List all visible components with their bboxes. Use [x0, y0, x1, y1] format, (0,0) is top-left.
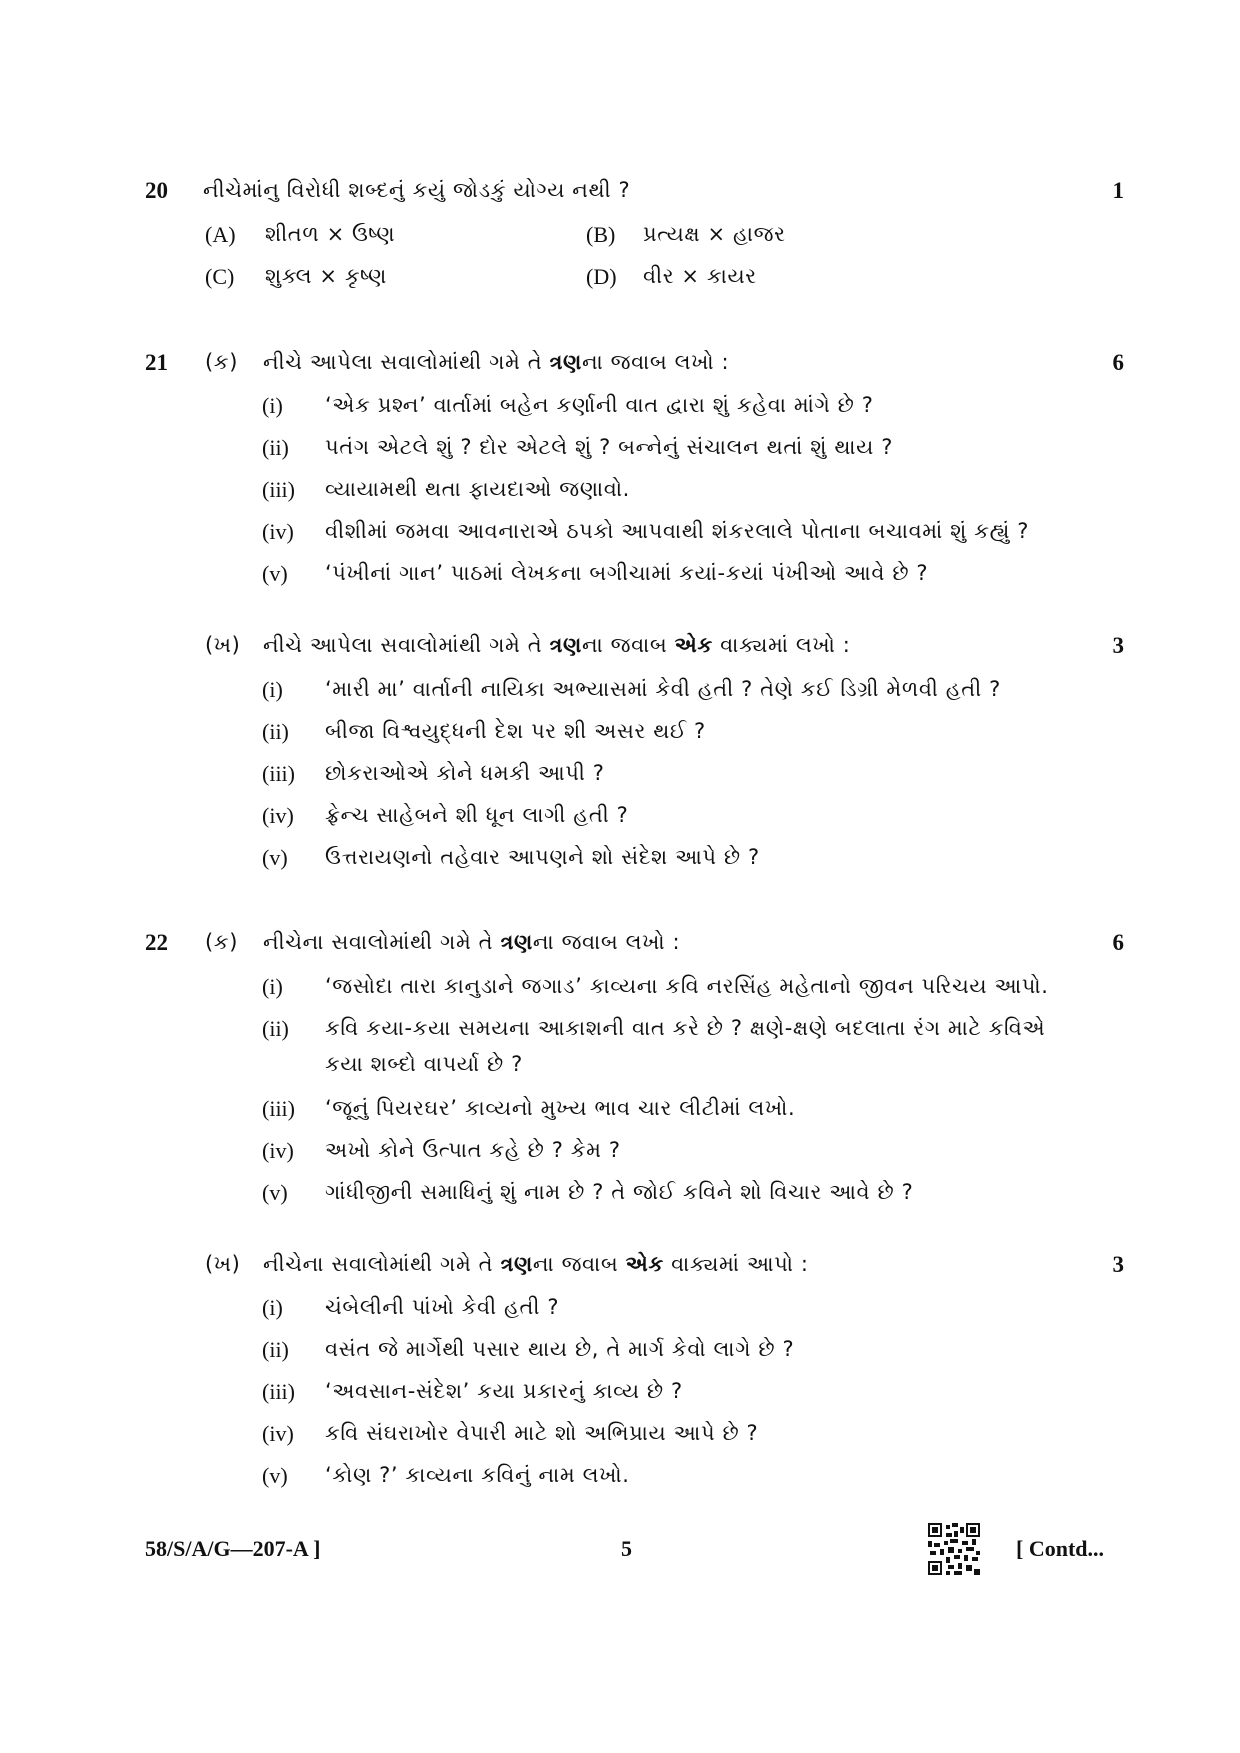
item-label: (v)	[262, 1463, 288, 1488]
subpart-label: (ખ)	[205, 1252, 241, 1276]
item-text: છોકરાઓએ કોને ધમકી આપી ?	[325, 761, 605, 785]
item-label: (ii)	[262, 1337, 289, 1362]
option-label: (D)	[586, 264, 617, 289]
subpart-label: (ક)	[205, 350, 239, 374]
item-label: (v)	[262, 561, 288, 586]
subpart-label: (ખ)	[205, 633, 241, 657]
subpart-marks: 3	[1112, 633, 1124, 658]
item-label: (ii)	[262, 719, 289, 744]
item-text: ‘મારી મા’ વાર્તાની નાયિકા અભ્યાસમાં કેવી હતી ? તેણે કઈ ડિગ્રી મેળવી હતી ?	[325, 677, 1001, 701]
item-text: ‘જૂનું પિયરઘર’ કાવ્યનો મુખ્ય ભાવ ચાર લીટીમાં લખો.	[325, 1096, 796, 1120]
subpart-instruction: નીચેના સવાલોમાંથી ગમે તે ત્રણના જવાબ લખો :	[263, 930, 681, 954]
option-text: શીતળ × ઉષ્ણ	[265, 222, 396, 246]
item-text: ‘અવસાન-સંદેશ’ કયા પ્રકારનું કાવ્ય છે ?	[325, 1379, 683, 1403]
option-label: (A)	[205, 222, 236, 247]
subpart-instruction: નીચે આપેલા સવાલોમાંથી ગમે તે ત્રણના જવાબ એક વાક્યમાં લખો :	[263, 633, 851, 657]
item-label: (i)	[262, 677, 283, 702]
option-label: (C)	[205, 264, 235, 289]
item-text: ચંબેલીની પાંખો કેવી હતી ?	[325, 1295, 560, 1319]
option-text: વીર × કાયર	[643, 264, 757, 288]
question-marks: 1	[1112, 178, 1124, 203]
item-text-continued: કયા શબ્દો વાપર્યા છે ?	[325, 1052, 523, 1076]
item-text: બીજા વિશ્વયુદ્ધની દેશ પર શી અસર થઈ ?	[325, 719, 706, 743]
item-text: ‘પંખીનાં ગાન’ પાઠમાં લેખકના બગીચામાં કયાં-કયાં પંખીઓ આવે છે ?	[325, 561, 929, 585]
page-number: 5	[621, 1536, 632, 1561]
item-label: (i)	[262, 1295, 283, 1320]
subpart-instruction: નીચે આપેલા સવાલોમાંથી ગમે તે ત્રણના જવાબ લખો :	[263, 350, 730, 374]
item-label: (iv)	[262, 1138, 294, 1163]
item-label: (iii)	[262, 761, 295, 786]
item-text: ઉત્તરાયણનો તહેવાર આપણને શો સંદેશ આપે છે ?	[325, 845, 760, 869]
subpart-instruction: નીચેના સવાલોમાંથી ગમે તે ત્રણના જવાબ એક વાક્યમાં આપો :	[263, 1252, 809, 1276]
continued-label: [ Contd...	[1016, 1536, 1105, 1561]
item-text: પતંગ એટલે શું ? દોર એટલે શું ? બન્નેનું સંચાલન થતાં શું થાય ?	[325, 435, 893, 459]
item-text: ‘જસોદા તારા કાનુડાને જગાડ’ કાવ્યના કવિ નરસિંહ મહેતાનો જીવન પરિચય આપો.	[325, 974, 1049, 998]
item-text: વસંત જે માર્ગેથી પસાર થાય છે, તે માર્ગ કેવો લાગે છે ?	[325, 1337, 795, 1361]
item-text: વીશીમાં જમવા આવનારાએ ઠપકો આપવાથી શંકરલાલે પોતાના બચાવમાં શું કહ્યું ?	[325, 519, 1029, 543]
item-label: (iv)	[262, 803, 294, 828]
item-text: કવિ કયા-કયા સમયના આકાશની વાત કરે છે ? ક્ષણે-ક્ષણે બદલાતા રંગ માટે કવિએ	[325, 1016, 1046, 1040]
question-number: 22	[145, 930, 168, 955]
question-number: 21	[145, 350, 168, 375]
item-label: (iii)	[262, 477, 295, 502]
question-text: નીચેમાંનુ વિરોધી શબ્દનું કયું જોડકું યોગ્ય નથી ?	[203, 178, 631, 202]
question-number: 20	[145, 178, 168, 203]
item-label: (iv)	[262, 519, 294, 544]
item-text: વ્યાયામથી થતા ફાયદાઓ જણાવો.	[325, 477, 630, 501]
item-label: (v)	[262, 845, 288, 870]
item-text: ‘કોણ ?’ કાવ્યના કવિનું નામ લખો.	[325, 1463, 630, 1487]
item-label: (ii)	[262, 1016, 289, 1041]
item-label: (iv)	[262, 1421, 294, 1446]
item-text: ગાંધીજીની સમાધિનું શું નામ છે ? તે જોઈ કવિને શો વિચાર આવે છે ?	[325, 1180, 914, 1204]
item-text: ફ્રેન્ચ સાહેબને શી ધૂન લાગી હતી ?	[325, 803, 629, 827]
item-label: (ii)	[262, 435, 289, 460]
option-text: શુક્લ × કૃષ્ણ	[265, 264, 387, 288]
subpart-label: (ક)	[205, 930, 239, 954]
option-label: (B)	[586, 222, 616, 247]
subpart-marks: 3	[1112, 1252, 1124, 1277]
item-text: અખો કોને ઉત્પાત કહે છે ? કેમ ?	[325, 1138, 621, 1162]
paper-code: 58/S/A/G—207-A ]	[145, 1536, 321, 1561]
item-text: કવિ સંઘરાખોર વેપારી માટે શો અભિપ્રાય આપે છે ?	[325, 1421, 759, 1445]
item-label: (iii)	[262, 1096, 295, 1121]
subpart-marks: 6	[1112, 930, 1124, 955]
item-text: ‘એક પ્રશ્ન’ વાર્તામાં બહેન કર્ણાની વાત દ્વારા શું કહેવા માંગે છે ?	[325, 393, 874, 417]
subpart-marks: 6	[1112, 350, 1124, 375]
item-label: (v)	[262, 1180, 288, 1205]
item-label: (i)	[262, 974, 283, 999]
option-text: પ્રત્યક્ષ × હાજર	[643, 222, 786, 246]
item-label: (iii)	[262, 1379, 295, 1404]
item-label: (i)	[262, 393, 283, 418]
qr-code-icon	[928, 1523, 980, 1575]
